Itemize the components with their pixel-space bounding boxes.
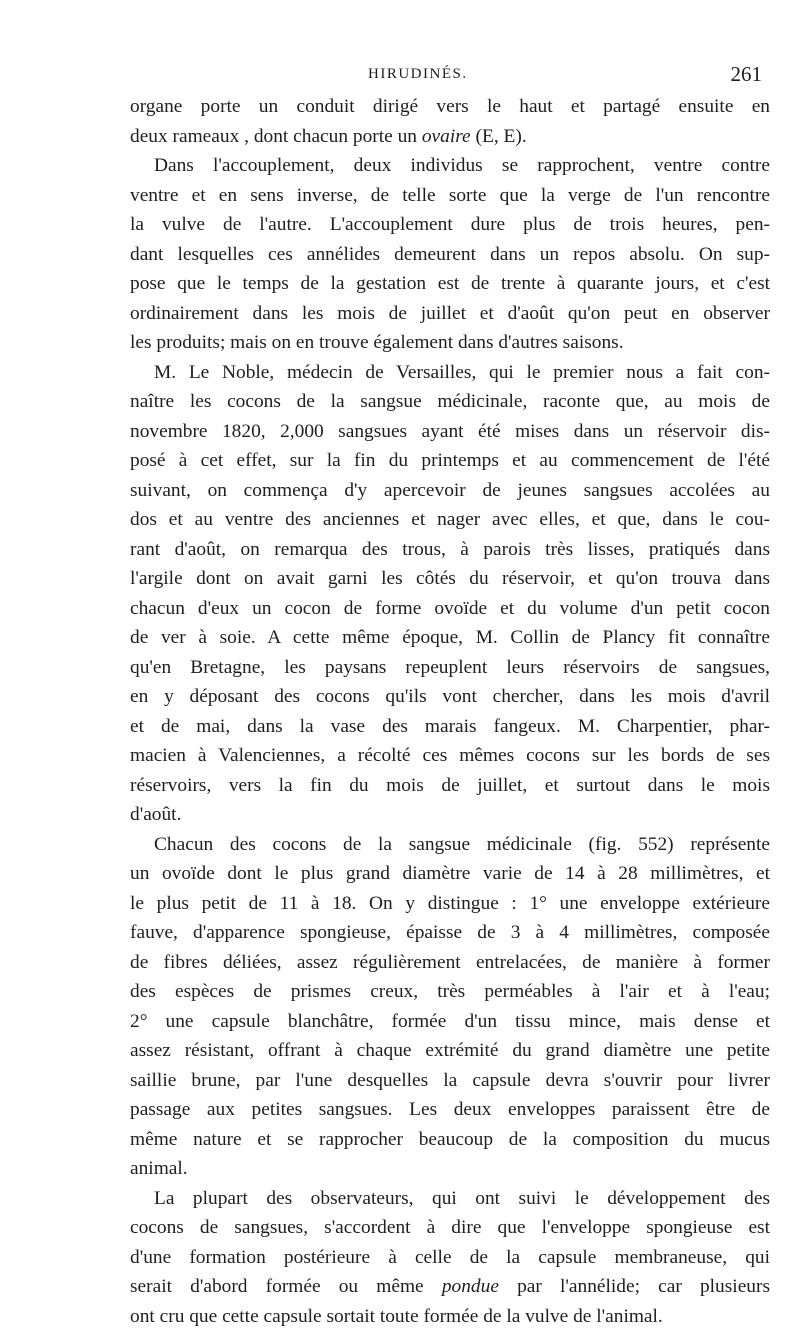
paragraph-1 xyxy=(130,92,770,151)
text-line: d'août. xyxy=(130,800,770,830)
paragraph-4 xyxy=(130,830,770,1184)
running-head xyxy=(130,60,770,92)
text-line: même nature et se rapprocher beaucoup de la composition du mucus xyxy=(130,1125,770,1155)
paragraph-5 xyxy=(130,1184,770,1331)
text-line: suivant, on commença d'y apercevoir de jeunes sangsues accolées au xyxy=(130,476,770,506)
text-line: saillie brune, par l'une desquelles la capsule devra s'ouvrir pour livrer xyxy=(130,1066,770,1096)
italic-term-ovaire: ovaire xyxy=(422,126,471,147)
text-line: d'une formation postérieure à celle de la capsule membraneuse, qui xyxy=(130,1243,770,1273)
running-head-title: HIRUDINÉS. xyxy=(368,66,468,83)
text-line-start: serait d'abord formée ou même xyxy=(130,1276,442,1297)
text-line: novembre 1820, 2,000 sangsues ayant été mises dans un réservoir dis- xyxy=(130,417,770,447)
text-line: fauve, d'apparence spongieuse, épaisse de 3 à 4 millimètres, composée xyxy=(130,918,770,948)
text-line: macien à Valenciennes, a récolté ces mêmes cocons sur les bords de ses xyxy=(130,741,770,771)
text-line: dos et au ventre des anciennes et nager avec elles, et que, dans le cou- xyxy=(130,505,770,535)
text-line: ordinairement dans les mois de juillet et d'août qu'on peut en observer xyxy=(130,299,770,329)
text-line: cocons de sangsues, s'accordent à dire que l'enveloppe spongieuse est xyxy=(130,1213,770,1243)
text-line: les produits; mais on en trouve également dans d'autres saisons. xyxy=(130,328,770,358)
text-line: Chacun des cocons de la sangsue médicinale (fig. 552) représente xyxy=(130,830,770,860)
text-line: organe porte un conduit dirigé vers le haut et partagé ensuite en xyxy=(130,92,770,122)
text-line: Dans l'accouplement, deux individus se rapprochent, ventre contre xyxy=(130,151,770,181)
text-line: le plus petit de 11 à 18. On y distingue : 1° une enveloppe extérieure xyxy=(130,889,770,919)
text-line: M. Le Noble, médecin de Versailles, qui le premier nous a fait con- xyxy=(130,358,770,388)
text-line: réservoirs, vers la fin du mois de juillet, et surtout dans le mois xyxy=(130,771,770,801)
text-line: des espèces de prismes creux, très perméables à l'air et à l'eau; xyxy=(130,977,770,1007)
text-line xyxy=(130,122,770,152)
text-line-start: deux rameaux , dont chacun porte un xyxy=(130,126,422,147)
text-line: chacun d'eux un cocon de forme ovoïde et du volume d'un petit cocon xyxy=(130,594,770,624)
text-line: assez résistant, offrant à chaque extrémité du grand diamètre une petite xyxy=(130,1036,770,1066)
text-line xyxy=(130,1272,770,1302)
text-line: ventre et en sens inverse, de telle sorte que la verge de l'un rencontre xyxy=(130,181,770,211)
text-line: et de mai, dans la vase des marais fangeux. M. Charpentier, phar- xyxy=(130,712,770,742)
text-line: animal. xyxy=(130,1154,770,1184)
text-line: l'argile dont on avait garni les côtés du réservoir, et qu'on trouva dans xyxy=(130,564,770,594)
text-line: de fibres déliées, assez régulièrement entrelacées, de manière à former xyxy=(130,948,770,978)
text-line: 2° une capsule blanchâtre, formée d'un tissu mince, mais dense et xyxy=(130,1007,770,1037)
text-line: rant d'août, on remarqua des trous, à parois très lisses, pratiqués dans xyxy=(130,535,770,565)
text-line: La plupart des observateurs, qui ont suivi le développement des xyxy=(130,1184,770,1214)
paragraph-3 xyxy=(130,358,770,830)
italic-term-pondue: pondue xyxy=(442,1276,499,1297)
text-line: naître les cocons de la sangsue médicinale, raconte que, au mois de xyxy=(130,387,770,417)
book-page xyxy=(130,60,770,1331)
text-line: dant lesquelles ces annélides demeurent dans un repos absolu. On sup- xyxy=(130,240,770,270)
text-line: posé à cet effet, sur la fin du printemps et au commencement de l'été xyxy=(130,446,770,476)
page-number: 261 xyxy=(731,62,763,87)
text-line-end: (E, E). xyxy=(471,126,527,147)
text-line: passage aux petites sangsues. Les deux enveloppes paraissent être de xyxy=(130,1095,770,1125)
text-line: la vulve de l'autre. L'accouplement dure plus de trois heures, pen- xyxy=(130,210,770,240)
text-line: un ovoïde dont le plus grand diamètre varie de 14 à 28 millimètres, et xyxy=(130,859,770,889)
text-line: en y déposant des cocons qu'ils vont chercher, dans les mois d'avril xyxy=(130,682,770,712)
text-line: ont cru que cette capsule sortait toute formée de la vulve de l'animal. xyxy=(130,1302,770,1331)
text-line: qu'en Bretagne, les paysans repeuplent leurs réservoirs de sangsues, xyxy=(130,653,770,683)
text-line: pose que le temps de la gestation est de trente à quarante jours, et c'est xyxy=(130,269,770,299)
text-line: de ver à soie. A cette même époque, M. Collin de Plancy fit connaître xyxy=(130,623,770,653)
paragraph-2 xyxy=(130,151,770,358)
text-line-end: par l'annélide; car plusieurs xyxy=(499,1276,770,1297)
body-text xyxy=(130,92,770,1331)
